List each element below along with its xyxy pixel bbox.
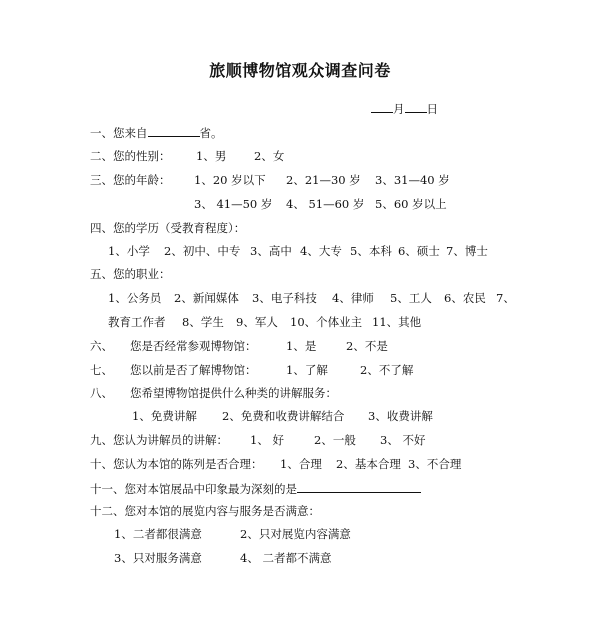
question-8 — [90, 385, 510, 401]
q4-option[interactable]: 5、本科 — [350, 244, 392, 258]
q12-option[interactable]: 4、 二者都不满意 — [240, 551, 332, 565]
q10-label: 十、您认为本馆的陈列是否合理： — [90, 457, 263, 471]
q2-label: 二、您的性别： — [90, 149, 171, 163]
month-blank[interactable] — [371, 100, 393, 113]
day-blank[interactable] — [405, 100, 427, 113]
q4-label: 四、您的学历（受教育程度）： — [90, 221, 246, 235]
q7-label: 您以前是否了解博物馆： — [130, 363, 257, 377]
q2-option[interactable]: 1、男 — [196, 149, 227, 163]
q5-option[interactable]: 1、公务员 — [108, 291, 162, 305]
question-10 — [90, 456, 510, 472]
month-label: 月 — [393, 102, 405, 116]
q12-option[interactable]: 2、只对展览内容满意 — [240, 527, 351, 541]
q8-option[interactable]: 3、收费讲解 — [368, 409, 433, 423]
q12-option[interactable]: 3、只对服务满意 — [114, 551, 202, 565]
question-2 — [90, 148, 285, 164]
q3-option[interactable]: 3、 41—50 岁 — [194, 197, 273, 211]
province-blank[interactable] — [148, 124, 200, 137]
q1-suffix: 省。 — [199, 126, 223, 140]
q6-option[interactable]: 2、不是 — [346, 339, 388, 353]
q8-option[interactable]: 1、免费讲解 — [132, 409, 197, 423]
q9-option[interactable]: 3、 不好 — [380, 433, 426, 447]
q5-option[interactable]: 4、律师 — [332, 291, 374, 305]
q10-option[interactable]: 2、基本合理 — [336, 457, 401, 471]
question-11 — [90, 480, 421, 497]
q5-option[interactable]: 2、新闻媒体 — [174, 291, 239, 305]
impression-blank[interactable] — [297, 480, 421, 493]
q8-option[interactable]: 2、免费和收费讲解结合 — [222, 409, 345, 423]
q9-label: 九、您认为讲解员的讲解： — [90, 433, 228, 447]
q3-option[interactable]: 2、21—30 岁 — [286, 173, 361, 187]
q9-option[interactable]: 1、 好 — [250, 433, 284, 447]
q6-label: 您是否经常参观博物馆： — [130, 339, 257, 353]
q9-option[interactable]: 2、一般 — [314, 433, 356, 447]
q5-option[interactable]: 11、其他 — [372, 315, 422, 329]
q5-option[interactable]: 8、学生 — [182, 315, 224, 329]
q3-option[interactable]: 3、31—40 岁 — [375, 173, 450, 187]
q3-option[interactable]: 5、60 岁以上 — [375, 197, 447, 211]
q7-option[interactable]: 2、不了解 — [360, 363, 414, 377]
q5-option[interactable]: 7、 — [496, 291, 515, 305]
q12-option[interactable]: 1、二者都很满意 — [114, 527, 202, 541]
day-label: 日 — [426, 102, 438, 116]
q8-number: 八、 — [90, 386, 113, 400]
question-9 — [90, 432, 510, 448]
q12-label: 十二、您对本馆的展览内容与服务是否满意： — [90, 504, 320, 518]
q4-option[interactable]: 3、高中 — [250, 244, 292, 258]
q4-option[interactable]: 1、小学 — [108, 244, 150, 258]
q6-number: 六、 — [90, 339, 113, 353]
q5-option[interactable]: 3、电子科技 — [252, 291, 317, 305]
question-7 — [90, 362, 510, 378]
question-6 — [90, 338, 510, 354]
q5-label: 五、您的职业： — [90, 267, 171, 281]
date-line — [371, 100, 438, 117]
q4-option[interactable]: 2、初中、中专 — [164, 244, 241, 258]
q4-option[interactable]: 7、博士 — [446, 244, 488, 258]
q10-option[interactable]: 3、不合理 — [408, 457, 462, 471]
q3-option[interactable]: 4、 51—60 岁 — [286, 197, 365, 211]
question-1 — [90, 124, 223, 141]
q5-option[interactable]: 6、农民 — [444, 291, 486, 305]
q6-option[interactable]: 1、是 — [286, 339, 317, 353]
q4-option[interactable]: 6、硕士 — [398, 244, 440, 258]
q2-option[interactable]: 2、女 — [254, 149, 285, 163]
q5-option[interactable]: 9、军人 — [236, 315, 278, 329]
q10-option[interactable]: 1、合理 — [280, 457, 322, 471]
q5-option[interactable]: 5、工人 — [390, 291, 432, 305]
q7-number: 七、 — [90, 363, 113, 377]
q4-option[interactable]: 4、大专 — [300, 244, 342, 258]
q8-label: 您希望博物馆提供什么种类的讲解服务： — [130, 386, 337, 400]
q11-label: 十一、您对本馆展品中印象最为深刻的是 — [90, 482, 297, 496]
q5-option[interactable]: 10、个体业主 — [290, 315, 363, 329]
page-title: 旅顺博物馆观众调查问卷 — [209, 61, 391, 80]
q3-label: 三、您的年龄： — [90, 173, 171, 187]
question-3 — [90, 172, 510, 188]
q7-option[interactable]: 1、了解 — [286, 363, 328, 377]
q1-label: 一、您来自 — [90, 126, 148, 140]
q5-option[interactable]: 教育工作者 — [108, 315, 166, 329]
q3-option[interactable]: 1、20 岁以下 — [194, 173, 266, 187]
